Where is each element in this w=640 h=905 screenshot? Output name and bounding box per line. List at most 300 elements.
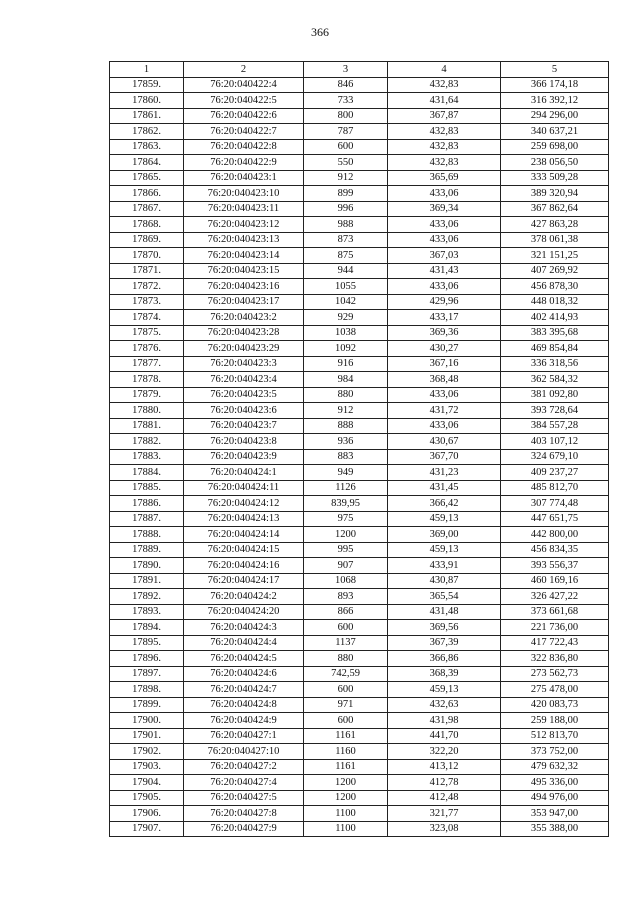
rate-cell: 432,63 xyxy=(388,697,501,713)
value-cell: 238 056,50 xyxy=(501,155,609,171)
area-cell: 866 xyxy=(304,604,388,620)
table-row xyxy=(110,294,609,310)
area-cell: 936 xyxy=(304,434,388,450)
cadastral-number-cell: 76:20:040423:8 xyxy=(184,434,304,450)
cadastral-number-cell: 76:20:040423:28 xyxy=(184,325,304,341)
value-cell: 326 427,22 xyxy=(501,589,609,605)
table-row xyxy=(110,542,609,558)
cadastral-number-cell: 76:20:040424:20 xyxy=(184,604,304,620)
value-cell: 407 269,92 xyxy=(501,263,609,279)
row-number-cell: 17876. xyxy=(110,341,184,357)
value-cell: 259 188,00 xyxy=(501,713,609,729)
cadastral-number-cell: 76:20:040427:9 xyxy=(184,821,304,837)
value-cell: 494 976,00 xyxy=(501,790,609,806)
rate-cell: 369,36 xyxy=(388,325,501,341)
row-number-cell: 17890. xyxy=(110,558,184,574)
area-cell: 733 xyxy=(304,93,388,109)
table-row xyxy=(110,713,609,729)
rate-cell: 459,13 xyxy=(388,542,501,558)
rate-cell: 367,16 xyxy=(388,356,501,372)
row-number-cell: 17880. xyxy=(110,403,184,419)
area-cell: 839,95 xyxy=(304,496,388,512)
rate-cell: 432,83 xyxy=(388,124,501,140)
value-cell: 442 800,00 xyxy=(501,527,609,543)
value-cell: 479 632,32 xyxy=(501,759,609,775)
value-cell: 367 862,64 xyxy=(501,201,609,217)
table-row xyxy=(110,186,609,202)
rate-cell: 412,48 xyxy=(388,790,501,806)
cadastral-number-cell: 76:20:040422:9 xyxy=(184,155,304,171)
table-row xyxy=(110,651,609,667)
row-number-cell: 17873. xyxy=(110,294,184,310)
area-cell: 929 xyxy=(304,310,388,326)
row-number-cell: 17864. xyxy=(110,155,184,171)
cadastral-number-cell: 76:20:040427:1 xyxy=(184,728,304,744)
table-row xyxy=(110,527,609,543)
table-row xyxy=(110,635,609,651)
cadastral-number-cell: 76:20:040422:4 xyxy=(184,77,304,93)
row-number-cell: 17874. xyxy=(110,310,184,326)
area-cell: 944 xyxy=(304,263,388,279)
cadastral-number-cell: 76:20:040422:5 xyxy=(184,93,304,109)
area-cell: 916 xyxy=(304,356,388,372)
row-number-cell: 17879. xyxy=(110,387,184,403)
cadastral-number-cell: 76:20:040423:3 xyxy=(184,356,304,372)
rate-cell: 432,83 xyxy=(388,139,501,155)
rate-cell: 368,39 xyxy=(388,666,501,682)
area-cell: 1126 xyxy=(304,480,388,496)
value-cell: 417 722,43 xyxy=(501,635,609,651)
area-cell: 1137 xyxy=(304,635,388,651)
area-cell: 742,59 xyxy=(304,666,388,682)
rate-cell: 367,87 xyxy=(388,108,501,124)
table-row xyxy=(110,744,609,760)
rate-cell: 365,54 xyxy=(388,589,501,605)
row-number-cell: 17870. xyxy=(110,248,184,264)
table-row xyxy=(110,201,609,217)
row-number-cell: 17889. xyxy=(110,542,184,558)
cadastral-number-cell: 76:20:040427:8 xyxy=(184,806,304,822)
area-cell: 1200 xyxy=(304,775,388,791)
area-cell: 550 xyxy=(304,155,388,171)
row-number-cell: 17904. xyxy=(110,775,184,791)
rate-cell: 433,06 xyxy=(388,418,501,434)
cadastral-number-cell: 76:20:040423:16 xyxy=(184,279,304,295)
cadastral-number-cell: 76:20:040423:14 xyxy=(184,248,304,264)
cadastral-number-cell: 76:20:040423:7 xyxy=(184,418,304,434)
value-cell: 316 392,12 xyxy=(501,93,609,109)
table-row xyxy=(110,341,609,357)
table-row xyxy=(110,821,609,837)
cadastral-number-cell: 76:20:040423:11 xyxy=(184,201,304,217)
rate-cell: 433,06 xyxy=(388,232,501,248)
cadastral-number-cell: 76:20:040423:29 xyxy=(184,341,304,357)
table-row xyxy=(110,248,609,264)
area-cell: 899 xyxy=(304,186,388,202)
area-cell: 880 xyxy=(304,651,388,667)
table-row xyxy=(110,682,609,698)
cadastral-number-cell: 76:20:040423:9 xyxy=(184,449,304,465)
rate-cell: 433,06 xyxy=(388,217,501,233)
value-cell: 275 478,00 xyxy=(501,682,609,698)
cadastral-number-cell: 76:20:040424:9 xyxy=(184,713,304,729)
rate-cell: 412,78 xyxy=(388,775,501,791)
rate-cell: 432,83 xyxy=(388,155,501,171)
row-number-cell: 17863. xyxy=(110,139,184,155)
rate-cell: 368,48 xyxy=(388,372,501,388)
value-cell: 456 878,30 xyxy=(501,279,609,295)
table-row xyxy=(110,170,609,186)
rate-cell: 367,03 xyxy=(388,248,501,264)
area-cell: 880 xyxy=(304,387,388,403)
value-cell: 324 679,10 xyxy=(501,449,609,465)
table-row xyxy=(110,434,609,450)
value-cell: 333 509,28 xyxy=(501,170,609,186)
cadastral-number-cell: 76:20:040424:14 xyxy=(184,527,304,543)
rate-cell: 433,06 xyxy=(388,279,501,295)
row-number-cell: 17898. xyxy=(110,682,184,698)
table-row xyxy=(110,77,609,93)
cadastral-number-cell: 76:20:040424:16 xyxy=(184,558,304,574)
rate-cell: 433,17 xyxy=(388,310,501,326)
table-row xyxy=(110,232,609,248)
area-cell: 996 xyxy=(304,201,388,217)
table-row xyxy=(110,325,609,341)
table-row xyxy=(110,620,609,636)
cadastral-number-cell: 76:20:040423:5 xyxy=(184,387,304,403)
column-header-4: 4 xyxy=(388,62,501,78)
row-number-cell: 17869. xyxy=(110,232,184,248)
row-number-cell: 17868. xyxy=(110,217,184,233)
cadastral-number-cell: 76:20:040423:6 xyxy=(184,403,304,419)
table-row xyxy=(110,806,609,822)
area-cell: 888 xyxy=(304,418,388,434)
value-cell: 403 107,12 xyxy=(501,434,609,450)
cadastral-number-cell: 76:20:040423:10 xyxy=(184,186,304,202)
rate-cell: 322,20 xyxy=(388,744,501,760)
cadastral-number-cell: 76:20:040423:13 xyxy=(184,232,304,248)
table-row xyxy=(110,573,609,589)
value-cell: 373 752,00 xyxy=(501,744,609,760)
cadastral-number-cell: 76:20:040422:8 xyxy=(184,139,304,155)
cadastral-number-cell: 76:20:040427:4 xyxy=(184,775,304,791)
value-cell: 409 237,27 xyxy=(501,465,609,481)
row-number-cell: 17861. xyxy=(110,108,184,124)
cadastral-number-cell: 76:20:040424:7 xyxy=(184,682,304,698)
rate-cell: 321,77 xyxy=(388,806,501,822)
row-number-cell: 17907. xyxy=(110,821,184,837)
value-cell: 378 061,38 xyxy=(501,232,609,248)
table-row xyxy=(110,403,609,419)
rate-cell: 429,96 xyxy=(388,294,501,310)
table-row xyxy=(110,372,609,388)
value-cell: 485 812,70 xyxy=(501,480,609,496)
cadastral-number-cell: 76:20:040427:5 xyxy=(184,790,304,806)
value-cell: 393 728,64 xyxy=(501,403,609,419)
cadastral-number-cell: 76:20:040423:15 xyxy=(184,263,304,279)
value-cell: 469 854,84 xyxy=(501,341,609,357)
row-number-cell: 17884. xyxy=(110,465,184,481)
land-plot-table xyxy=(109,61,609,837)
value-cell: 447 651,75 xyxy=(501,511,609,527)
page-number: 366 xyxy=(311,25,329,39)
row-number-cell: 17892. xyxy=(110,589,184,605)
row-number-cell: 17886. xyxy=(110,496,184,512)
row-number-cell: 17896. xyxy=(110,651,184,667)
area-cell: 1038 xyxy=(304,325,388,341)
cadastral-number-cell: 76:20:040427:10 xyxy=(184,744,304,760)
table-row xyxy=(110,480,609,496)
value-cell: 383 395,68 xyxy=(501,325,609,341)
row-number-cell: 17893. xyxy=(110,604,184,620)
area-cell: 1055 xyxy=(304,279,388,295)
column-header-2: 2 xyxy=(184,62,304,78)
table-row xyxy=(110,124,609,140)
rate-cell: 433,06 xyxy=(388,387,501,403)
row-number-cell: 17877. xyxy=(110,356,184,372)
row-number-cell: 17887. xyxy=(110,511,184,527)
rate-cell: 323,08 xyxy=(388,821,501,837)
area-cell: 1200 xyxy=(304,790,388,806)
rate-cell: 369,34 xyxy=(388,201,501,217)
cadastral-number-cell: 76:20:040424:2 xyxy=(184,589,304,605)
value-cell: 294 296,00 xyxy=(501,108,609,124)
row-number-cell: 17881. xyxy=(110,418,184,434)
area-cell: 893 xyxy=(304,589,388,605)
area-cell: 971 xyxy=(304,697,388,713)
row-number-cell: 17900. xyxy=(110,713,184,729)
column-number-row xyxy=(110,62,609,78)
cadastral-number-cell: 76:20:040422:6 xyxy=(184,108,304,124)
area-cell: 875 xyxy=(304,248,388,264)
rate-cell: 459,13 xyxy=(388,682,501,698)
value-cell: 420 083,73 xyxy=(501,697,609,713)
cadastral-number-cell: 76:20:040424:12 xyxy=(184,496,304,512)
rate-cell: 365,69 xyxy=(388,170,501,186)
area-cell: 912 xyxy=(304,403,388,419)
rate-cell: 431,48 xyxy=(388,604,501,620)
value-cell: 460 169,16 xyxy=(501,573,609,589)
rate-cell: 431,45 xyxy=(388,480,501,496)
area-cell: 1068 xyxy=(304,573,388,589)
row-number-cell: 17906. xyxy=(110,806,184,822)
row-number-cell: 17865. xyxy=(110,170,184,186)
area-cell: 949 xyxy=(304,465,388,481)
area-cell: 1160 xyxy=(304,744,388,760)
value-cell: 456 834,35 xyxy=(501,542,609,558)
cadastral-number-cell: 76:20:040422:7 xyxy=(184,124,304,140)
row-number-cell: 17860. xyxy=(110,93,184,109)
value-cell: 402 414,93 xyxy=(501,310,609,326)
table-row xyxy=(110,356,609,372)
table-row xyxy=(110,465,609,481)
area-cell: 995 xyxy=(304,542,388,558)
table-row xyxy=(110,310,609,326)
value-cell: 273 562,73 xyxy=(501,666,609,682)
table-row xyxy=(110,155,609,171)
rate-cell: 459,13 xyxy=(388,511,501,527)
table-row xyxy=(110,108,609,124)
value-cell: 321 151,25 xyxy=(501,248,609,264)
area-cell: 600 xyxy=(304,139,388,155)
cadastral-number-cell: 76:20:040424:17 xyxy=(184,573,304,589)
table-row xyxy=(110,697,609,713)
row-number-cell: 17862. xyxy=(110,124,184,140)
row-number-cell: 17888. xyxy=(110,527,184,543)
value-cell: 336 318,56 xyxy=(501,356,609,372)
column-header-5: 5 xyxy=(501,62,609,78)
table-row xyxy=(110,93,609,109)
area-cell: 984 xyxy=(304,372,388,388)
table-body xyxy=(110,77,609,837)
value-cell: 373 661,68 xyxy=(501,604,609,620)
area-cell: 800 xyxy=(304,108,388,124)
rate-cell: 366,86 xyxy=(388,651,501,667)
area-cell: 912 xyxy=(304,170,388,186)
table-row xyxy=(110,558,609,574)
area-cell: 1100 xyxy=(304,806,388,822)
value-cell: 355 388,00 xyxy=(501,821,609,837)
value-cell: 340 637,21 xyxy=(501,124,609,140)
cadastral-number-cell: 76:20:040423:12 xyxy=(184,217,304,233)
rate-cell: 369,56 xyxy=(388,620,501,636)
table-row xyxy=(110,666,609,682)
table-row xyxy=(110,279,609,295)
rate-cell: 431,98 xyxy=(388,713,501,729)
area-cell: 1092 xyxy=(304,341,388,357)
area-cell: 975 xyxy=(304,511,388,527)
row-number-cell: 17897. xyxy=(110,666,184,682)
rate-cell: 431,72 xyxy=(388,403,501,419)
row-number-cell: 17895. xyxy=(110,635,184,651)
rate-cell: 431,43 xyxy=(388,263,501,279)
row-number-cell: 17903. xyxy=(110,759,184,775)
area-cell: 1200 xyxy=(304,527,388,543)
cadastral-number-cell: 76:20:040424:15 xyxy=(184,542,304,558)
value-cell: 427 863,28 xyxy=(501,217,609,233)
area-cell: 787 xyxy=(304,124,388,140)
row-number-cell: 17866. xyxy=(110,186,184,202)
area-cell: 1042 xyxy=(304,294,388,310)
rate-cell: 367,70 xyxy=(388,449,501,465)
table-row xyxy=(110,449,609,465)
row-number-cell: 17885. xyxy=(110,480,184,496)
value-cell: 362 584,32 xyxy=(501,372,609,388)
row-number-cell: 17883. xyxy=(110,449,184,465)
value-cell: 366 174,18 xyxy=(501,77,609,93)
table-row xyxy=(110,139,609,155)
value-cell: 384 557,28 xyxy=(501,418,609,434)
rate-cell: 431,64 xyxy=(388,93,501,109)
table-row xyxy=(110,604,609,620)
row-number-cell: 17905. xyxy=(110,790,184,806)
table-row xyxy=(110,728,609,744)
rate-cell: 430,67 xyxy=(388,434,501,450)
row-number-cell: 17875. xyxy=(110,325,184,341)
table-row xyxy=(110,263,609,279)
cadastral-number-cell: 76:20:040424:8 xyxy=(184,697,304,713)
rate-cell: 433,06 xyxy=(388,186,501,202)
cadastral-number-cell: 76:20:040424:6 xyxy=(184,666,304,682)
table-row xyxy=(110,496,609,512)
cadastral-number-cell: 76:20:040424:3 xyxy=(184,620,304,636)
row-number-cell: 17899. xyxy=(110,697,184,713)
rate-cell: 367,39 xyxy=(388,635,501,651)
area-cell: 907 xyxy=(304,558,388,574)
area-cell: 846 xyxy=(304,77,388,93)
area-cell: 883 xyxy=(304,449,388,465)
row-number-cell: 17878. xyxy=(110,372,184,388)
table-row xyxy=(110,511,609,527)
table-row xyxy=(110,217,609,233)
rate-cell: 413,12 xyxy=(388,759,501,775)
area-cell: 1161 xyxy=(304,728,388,744)
value-cell: 495 336,00 xyxy=(501,775,609,791)
table-row xyxy=(110,775,609,791)
cadastral-number-cell: 76:20:040424:11 xyxy=(184,480,304,496)
table-row xyxy=(110,387,609,403)
area-cell: 1161 xyxy=(304,759,388,775)
value-cell: 393 556,37 xyxy=(501,558,609,574)
rate-cell: 369,00 xyxy=(388,527,501,543)
value-cell: 307 774,48 xyxy=(501,496,609,512)
rate-cell: 366,42 xyxy=(388,496,501,512)
area-cell: 988 xyxy=(304,217,388,233)
cadastral-number-cell: 76:20:040424:13 xyxy=(184,511,304,527)
cadastral-number-cell: 76:20:040427:2 xyxy=(184,759,304,775)
cadastral-number-cell: 76:20:040424:4 xyxy=(184,635,304,651)
rate-cell: 430,27 xyxy=(388,341,501,357)
row-number-cell: 17872. xyxy=(110,279,184,295)
cadastral-number-cell: 76:20:040423:4 xyxy=(184,372,304,388)
cadastral-number-cell: 76:20:040424:5 xyxy=(184,651,304,667)
row-number-cell: 17867. xyxy=(110,201,184,217)
area-cell: 600 xyxy=(304,713,388,729)
rate-cell: 433,91 xyxy=(388,558,501,574)
value-cell: 353 947,00 xyxy=(501,806,609,822)
cadastral-number-cell: 76:20:040423:2 xyxy=(184,310,304,326)
row-number-cell: 17901. xyxy=(110,728,184,744)
row-number-cell: 17882. xyxy=(110,434,184,450)
value-cell: 221 736,00 xyxy=(501,620,609,636)
value-cell: 381 092,80 xyxy=(501,387,609,403)
cadastral-number-cell: 76:20:040423:1 xyxy=(184,170,304,186)
cadastral-number-cell: 76:20:040423:17 xyxy=(184,294,304,310)
area-cell: 600 xyxy=(304,682,388,698)
rate-cell: 432,83 xyxy=(388,77,501,93)
table-row xyxy=(110,759,609,775)
row-number-cell: 17871. xyxy=(110,263,184,279)
rate-cell: 431,23 xyxy=(388,465,501,481)
column-header-1: 1 xyxy=(110,62,184,78)
value-cell: 448 018,32 xyxy=(501,294,609,310)
column-header-3: 3 xyxy=(304,62,388,78)
table-row xyxy=(110,790,609,806)
value-cell: 259 698,00 xyxy=(501,139,609,155)
row-number-cell: 17859. xyxy=(110,77,184,93)
cadastral-number-cell: 76:20:040424:1 xyxy=(184,465,304,481)
value-cell: 389 320,94 xyxy=(501,186,609,202)
area-cell: 600 xyxy=(304,620,388,636)
rate-cell: 441,70 xyxy=(388,728,501,744)
value-cell: 512 813,70 xyxy=(501,728,609,744)
rate-cell: 430,87 xyxy=(388,573,501,589)
table-row xyxy=(110,589,609,605)
table-row xyxy=(110,418,609,434)
row-number-cell: 17894. xyxy=(110,620,184,636)
row-number-cell: 17891. xyxy=(110,573,184,589)
area-cell: 1100 xyxy=(304,821,388,837)
